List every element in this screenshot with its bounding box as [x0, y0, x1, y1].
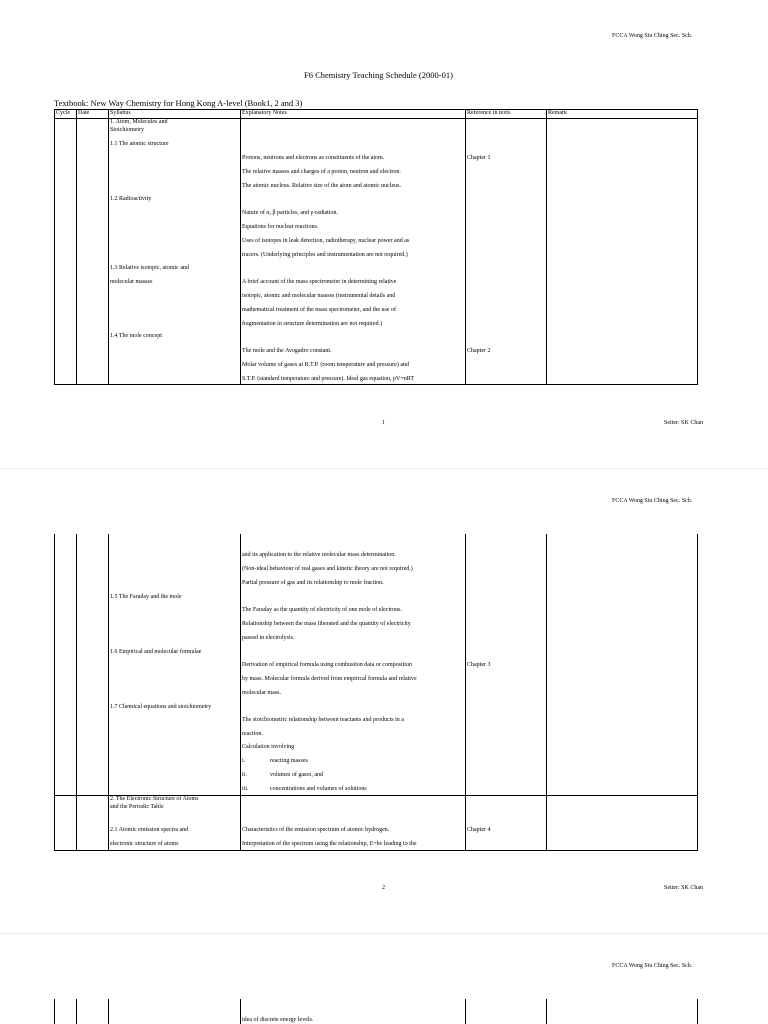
note-line: The mole and the Avogadro constant. [242, 348, 332, 354]
reference-chapter: Chapter 1 [467, 155, 491, 161]
note-line: Equations for nuclear reactions. [242, 224, 319, 230]
header-date: Date [78, 110, 90, 116]
page-separator [0, 933, 768, 934]
school-name: FCCA Wong Siu Ching Sec. Sch. [612, 963, 693, 969]
note-line: S.T.P. (standard temperature and pressure). Ideal gas equation, pV=nRT [242, 376, 415, 382]
note-line: fragmentation in structure determination are not required.) [242, 321, 383, 327]
page-separator [0, 468, 768, 469]
note-line: idea of discrete energy levels. [242, 1017, 314, 1023]
note-line: The Faraday as the quantity of electricity of one mole of electrons. [242, 607, 402, 613]
header-remark: Remark [548, 110, 567, 116]
note-line: Interpretation of the spectrum using the relationship, E=hν leading to the [242, 841, 417, 847]
syllabus-heading-2: 2. The Electronic Structure of Atoms [110, 796, 199, 802]
list-marker: iii. [242, 786, 249, 792]
setter-footer: Setter: SK Chan [664, 885, 703, 891]
note-line: passed in electrolysis. [242, 635, 295, 641]
note-line: Uses of isotopes in leak detection, radiotherapy, nuclear power and as [242, 238, 410, 244]
note-line: Nature of α, β particles, and γ-radiation. [242, 210, 338, 216]
note-line: reaction. [242, 731, 263, 737]
reference-chapter: Chapter 3 [467, 662, 491, 668]
note-line: Derivation of empirical formula using combustion data or composition [242, 662, 412, 668]
reference-chapter: Chapter 2 [467, 348, 491, 354]
syllabus-2-1: 2.1 Atomic emission spectra and [110, 827, 189, 833]
note-line: The stoichiometric relationship between reactants and products in a [242, 717, 404, 723]
note-line: Calculation involving [242, 744, 295, 750]
page-number: 2 [382, 885, 385, 891]
list-marker: i. [242, 758, 246, 764]
syllabus-heading-1: 1. Atom, Molecules and [110, 119, 168, 125]
header-syllabus: Syllabus [110, 110, 131, 116]
note-line: The relative masses and charges of a proton, neutron and electron. [242, 169, 401, 175]
school-name: FCCA Wong Siu Ching Sec. Sch. [612, 33, 693, 39]
syllabus-2-1-cont: electronic structure of atoms [110, 841, 179, 847]
note-line: and its application to the relative molecular mass determination. [242, 552, 396, 558]
list-item: concentrations and volumes of solutions [270, 786, 367, 792]
header-reference: Reference in texts [467, 110, 511, 116]
note-line: Relationship between the mass liberated and the quantity of electricity [242, 621, 411, 627]
syllabus-1-3: 1.3 Relative isotopic, atomic and [110, 265, 189, 271]
syllabus-1-5: 1.5 The Faraday and the mole [110, 594, 182, 600]
document-title: F6 Chemistry Teaching Schedule (2000-01) [304, 70, 453, 80]
textbook-line: Textbook: New Way Chemistry for Hong Kong A-level (Book1, 2 and 3) [54, 98, 303, 108]
note-line: molecular mass. [242, 690, 281, 696]
syllabus-1-4: 1.4 The mole concept [110, 333, 162, 339]
note-line: isotopic, atomic and molecular masses (instrumental details and [242, 293, 396, 299]
syllabus-1-7: 1.7 Chemical equations and stoichiometry [110, 704, 212, 710]
note-line: mathematical treatment of the mass spectrometer, and the use of [242, 307, 397, 313]
syllabus-1-6: 1.6 Empirical and molecular formulae [110, 649, 202, 655]
syllabus-1-3-cont: molecular masses [110, 279, 153, 285]
syllabus-1-2: 1.2 Radioactivity [110, 196, 152, 202]
note-line: by mass. Molecular formula derived from empirical formula and relative [242, 676, 417, 682]
note-line: Molar volume of gases at R.T.P. (room temperature and pressure) and [242, 362, 410, 368]
note-line: tracers. (Underlying principles and instrumentation are not required.) [242, 252, 408, 258]
header-cycle: Cycle [56, 110, 70, 116]
syllabus-1-1: 1.1 The atomic structure [110, 141, 169, 147]
header-explanatory-notes: Explanatory Notes [242, 110, 287, 116]
list-item: volumes of gases, and [270, 772, 323, 778]
note-line: The atomic nucleus. Relative size of the atom and atomic nucleus. [242, 183, 401, 189]
note-line: Protons, neutrons and electrons as constituents of the atom. [242, 155, 385, 161]
note-line: Partial pressure of gas and its relationship to mole fraction. [242, 580, 384, 586]
setter-footer: Setter: SK Chan [664, 420, 703, 426]
page-number: 1 [382, 420, 385, 426]
school-name: FCCA Wong Siu Ching Sec. Sch. [612, 498, 693, 504]
syllabus-heading-2-cont: and the Periodic Table [110, 804, 164, 810]
note-line: A brief account of the mass spectrometer in determining relative [242, 279, 397, 285]
note-line: (Non-ideal behaviour of real gases and kinetic theory are not required.) [242, 566, 413, 572]
list-marker: ii. [242, 772, 247, 778]
list-item: reacting masses [270, 758, 308, 764]
reference-chapter: Chapter 4 [467, 827, 491, 833]
note-line: Characteristics of the emission spectrum of atomic hydrogen. [242, 827, 390, 833]
syllabus-heading-1-cont: Stoichiometry [110, 127, 144, 133]
